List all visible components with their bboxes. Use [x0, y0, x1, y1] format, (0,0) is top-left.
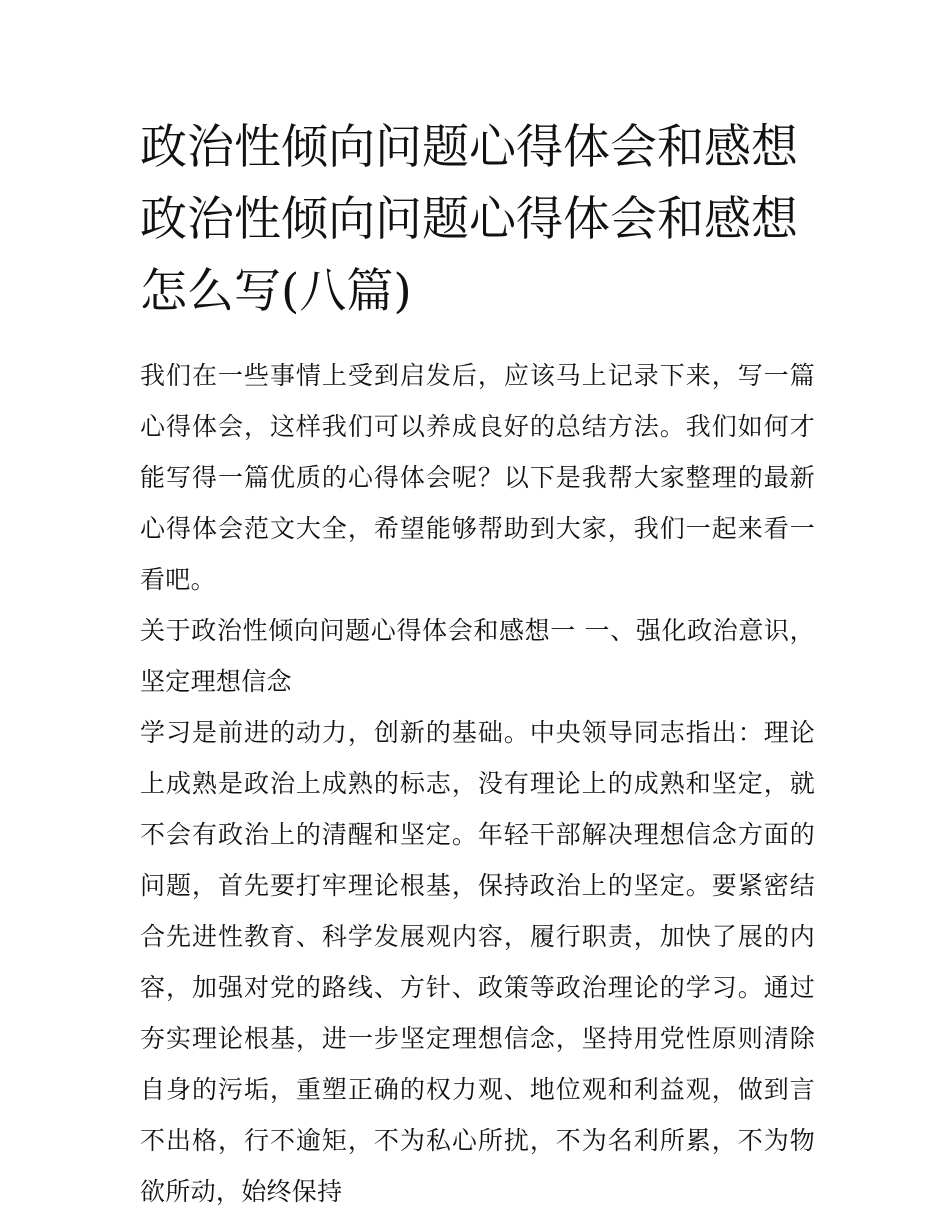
intro-paragraph: 我们在一些事情上受到启发后，应该马上记录下来，写一篇心得体会，这样我们可以养成良好的总结方法。我们如何才能写得一篇优质的心得体会呢？以下是我帮大家整理的最新心得体会范文大全，希望能够帮助到大家，我们一起来看一看吧。: [140, 361, 815, 594]
document-body: [140, 350, 815, 1217]
document-title: 政治性倾向问题心得体会和感想 政治性倾向问题心得体会和感想怎么写(八篇): [140, 120, 798, 319]
document-content: [140, 112, 815, 1217]
body-paragraph: 学习是前进的动力，创新的基础。中央领导同志指出：理论上成熟是政治上成熟的标志，没有理论上的成熟和坚定，就不会有政治上的清醒和坚定。年轻干部解决理想信念方面的问题，首先要打牢理论根基，保持政治上的坚定。要紧密结合先进性教育、科学发展观内容，履行职责，加快了展的内容，加强对党的路线、方针、政策等政治理论的学习。通过夯实理论根基，进一步坚定理想信念，坚持用党性原则清除自身的污垢，重塑正确的权力观、地位观和利益观，做到言不出格，行不逾矩，不为私心所扰，不为名利所累，不为物欲所动，始终保持: [140, 718, 815, 1206]
section-heading-paragraph: 关于政治性倾向问题心得体会和感想一 一、强化政治意识，坚定理想信念: [140, 616, 815, 696]
